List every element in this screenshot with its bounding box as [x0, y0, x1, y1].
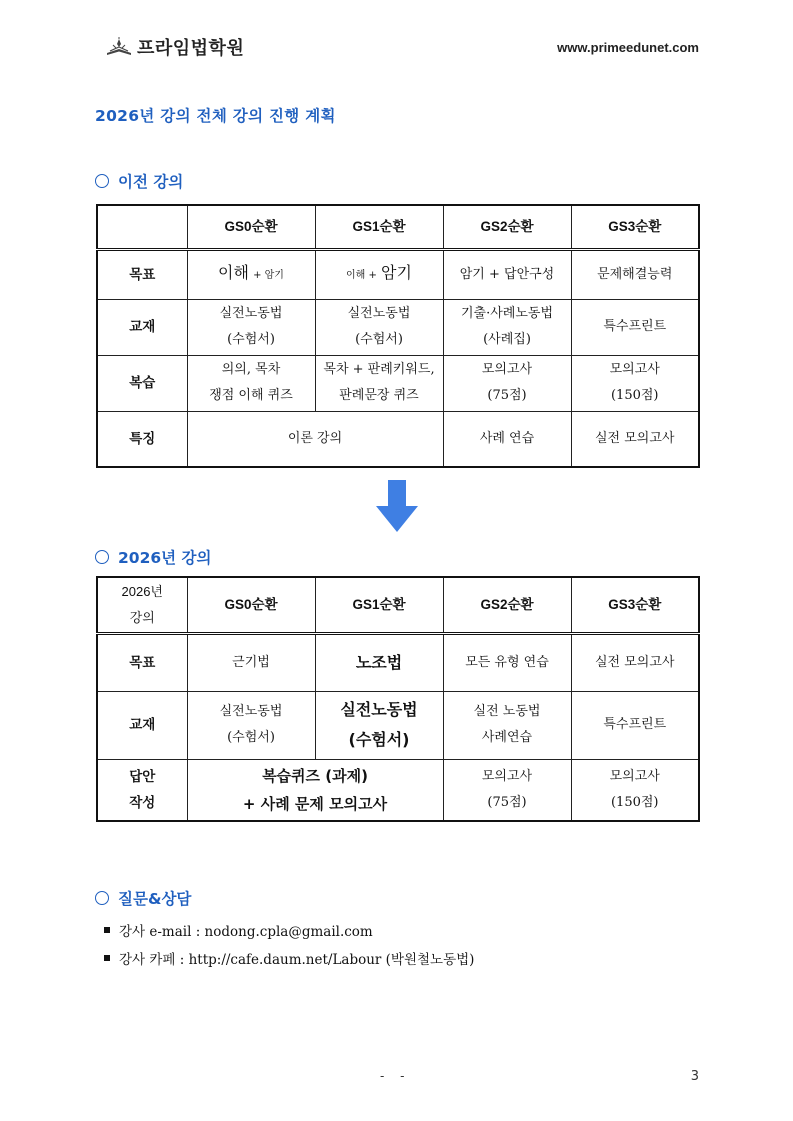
logo-text: 프라임법학원	[137, 38, 245, 59]
list-item: 강사 카페 : http://cafe.daum.net/Labour (박원철노동법)	[119, 952, 475, 968]
page-number: 3	[690, 1069, 699, 1084]
arrow-down-icon	[376, 480, 418, 532]
row-header: 목표	[97, 633, 187, 691]
previous-lecture-table	[96, 204, 700, 468]
corner-cell	[97, 205, 187, 249]
square-bullet-icon	[104, 927, 110, 933]
row-header: 특징	[97, 411, 187, 467]
section-title-text: 이전 강의	[118, 173, 184, 191]
logo	[104, 34, 244, 60]
column-header: GS2순환	[443, 205, 571, 249]
circle-bullet-icon	[95, 174, 109, 188]
list-item: 강사 e-mail : nodong.cpla@gmail.com	[119, 924, 373, 940]
table-cell: 이해 + 암기	[187, 249, 315, 299]
table-cell: 실전 노동법 사례연습	[443, 691, 571, 759]
section-title-previous	[95, 170, 183, 192]
table-cell: 이해 + 암기	[315, 249, 443, 299]
table-cell: 실전노동법 (수험서)	[315, 299, 443, 355]
table-cell: 암기 + 답안구성	[443, 249, 571, 299]
site-url: www.primeedunet.com	[557, 40, 699, 55]
book-icon	[104, 36, 134, 58]
table-cell: 모의고사 (150점)	[571, 759, 699, 821]
document-title: 2026년 강의 전체 강의 진행 계획	[95, 107, 336, 125]
row-header: 복습	[97, 355, 187, 411]
table-cell: 사례 연습	[443, 411, 571, 467]
table-header-row	[97, 205, 699, 249]
table-cell: 모의고사 (150점)	[571, 355, 699, 411]
table-cell: 특수프린트	[571, 691, 699, 759]
table-cell: 특수프린트	[571, 299, 699, 355]
table-cell: 이론 강의	[187, 411, 443, 467]
table-cell: 노조법	[315, 633, 443, 691]
table-cell: 실전노동법 (수험서)	[315, 691, 443, 759]
contact-cafe	[104, 948, 474, 968]
table-cell: 복습퀴즈 (과제) + 사례 문제 모의고사	[187, 759, 443, 821]
row-header: 교재	[97, 299, 187, 355]
corner-cell: 2026년 강의	[97, 577, 187, 633]
table-row-goal	[97, 249, 699, 299]
table-cell: 실전노동법 (수험서)	[187, 299, 315, 355]
section-title-text: 질문&상담	[118, 890, 192, 908]
table-row-feature	[97, 411, 699, 467]
table-cell: 근기법	[187, 633, 315, 691]
table-cell: 모의고사 (75점)	[443, 355, 571, 411]
contact-email	[104, 920, 373, 940]
circle-bullet-icon	[95, 550, 109, 564]
column-header: GS0순환	[187, 577, 315, 633]
table-cell: 실전 모의고사	[571, 633, 699, 691]
row-header: 교재	[97, 691, 187, 759]
table-row-answer	[97, 759, 699, 821]
table-cell: 실전 모의고사	[571, 411, 699, 467]
table-cell: 기출·사례노동법 (사례집)	[443, 299, 571, 355]
section-title-qna	[95, 887, 191, 909]
circle-bullet-icon	[95, 891, 109, 905]
table-row-textbook	[97, 691, 699, 759]
section-title-text: 2026년 강의	[118, 549, 212, 567]
table-row-textbook	[97, 299, 699, 355]
row-header: 답안 작성	[97, 759, 187, 821]
column-header: GS3순환	[571, 577, 699, 633]
footer-center: - -	[380, 1069, 411, 1083]
column-header: GS2순환	[443, 577, 571, 633]
table-cell: 모든 유형 연습	[443, 633, 571, 691]
page-header	[104, 34, 699, 60]
table-cell: 목차 + 판례키워드, 판례문장 퀴즈	[315, 355, 443, 411]
section-title-2026	[95, 546, 211, 568]
column-header: GS1순환	[315, 577, 443, 633]
table-row-review	[97, 355, 699, 411]
table-cell: 의의, 목차 쟁점 이해 퀴즈	[187, 355, 315, 411]
table-cell: 문제해결능력	[571, 249, 699, 299]
table-cell: 모의고사 (75점)	[443, 759, 571, 821]
square-bullet-icon	[104, 955, 110, 961]
column-header: GS0순환	[187, 205, 315, 249]
table-cell: 실전노동법 (수험서)	[187, 691, 315, 759]
2026-lecture-table	[96, 576, 700, 822]
row-header: 목표	[97, 249, 187, 299]
column-header: GS3순환	[571, 205, 699, 249]
column-header: GS1순환	[315, 205, 443, 249]
table-header-row	[97, 577, 699, 633]
table-row-goal	[97, 633, 699, 691]
